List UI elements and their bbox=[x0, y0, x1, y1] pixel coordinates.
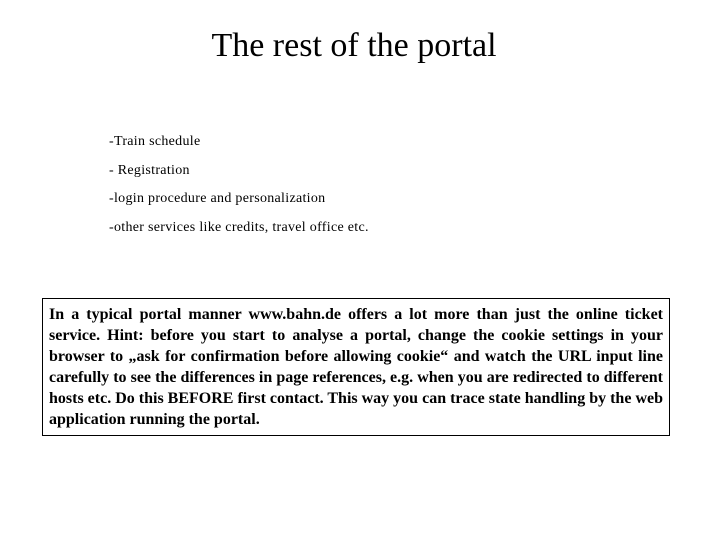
bullet-list bbox=[109, 128, 369, 242]
note-text-box: In a typical portal manner www.bahn.de offers a lot more than just the online ticket service. Hint: before you start to analyse a portal, change the cookie settings in your browser to „ask for confirmation before allowing cookie“ and watch the URL input line carefully to see the differences in page references, e.g. when you are redirected to different hosts etc. Do this BEFORE first contact. This way you can trace state handling by the web application running the portal. bbox=[42, 298, 670, 436]
bullet-other-services: -other services like credits, travel office etc. bbox=[109, 219, 369, 235]
bullet-login-personalization: -login procedure and personalization bbox=[109, 191, 326, 206]
slide-title: The rest of the portal bbox=[211, 27, 497, 64]
bullet-registration: - Registration bbox=[109, 162, 190, 178]
bullet-train-schedule: -Train schedule bbox=[109, 134, 201, 149]
